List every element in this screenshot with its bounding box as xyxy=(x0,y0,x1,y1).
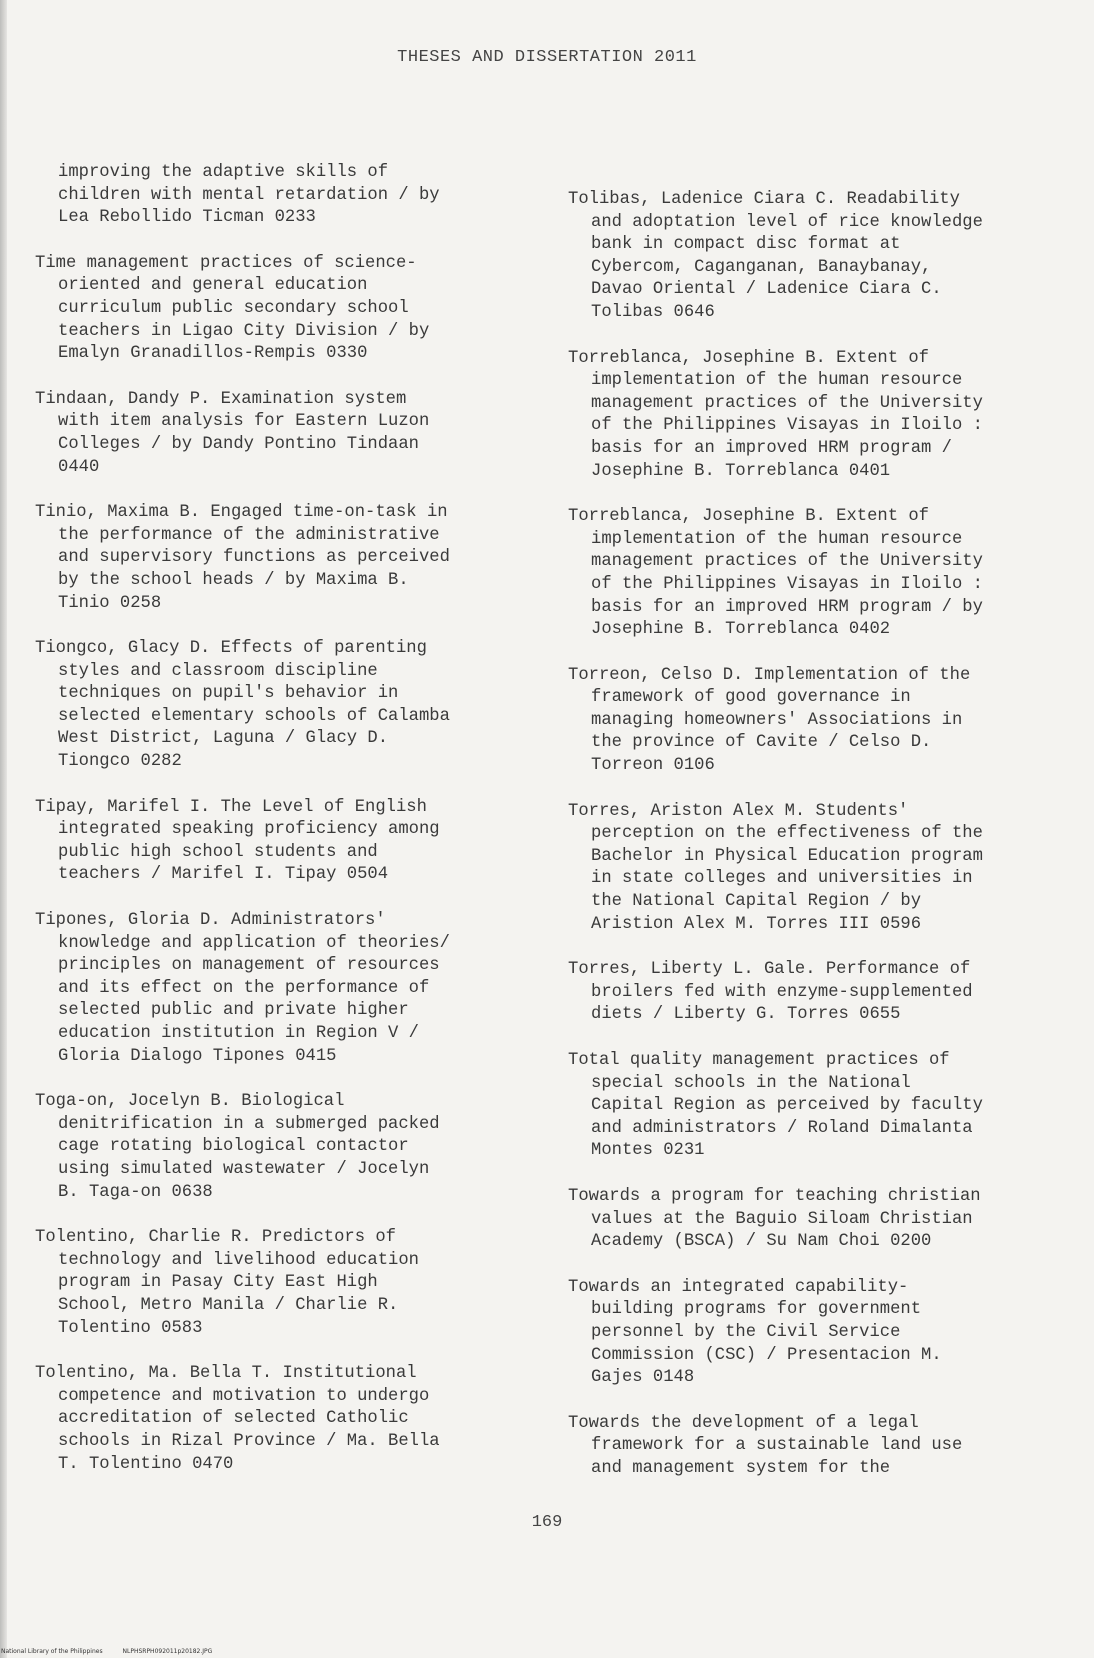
page-number: 169 xyxy=(531,1513,563,1532)
bibliography-entry: Torreon, Celso D. Implementation of the framework of good governance in managing homeowners' Associations in the province of Cavite / Celso D. Torreon 0106 xyxy=(568,665,971,776)
footer-library: National Library of the Philippines xyxy=(1,1648,103,1655)
bibliography-entry: Torres, Liberty L. Gale. Performance of broilers fed with enzyme-supplemented diets / Liberty G. Torres 0655 xyxy=(568,960,973,1025)
bibliography-entry: Tinio, Maxima B. Engaged time-on-task in the performance of the administrative and supervisory functions as perceived by the school heads / by Maxima B. Tinio 0258 xyxy=(35,503,450,613)
bibliography-entry: Towards an integrated capability- building programs for government personnel by the Civil Service Commission (CSC) / Presentacion M. Gajes 0148 xyxy=(568,1277,942,1388)
page-header: THESES AND DISSERTATION 2011 xyxy=(397,48,697,67)
bibliography-entry: Torreblanca, Josephine B. Extent of implementation of the human resource management practices of the University of the Philippines Visayas in Iloilo : basis for an improved HRM program / Josephine B. Torreblanca 0401 xyxy=(568,348,983,481)
bibliography-entry: Tolentino, Charlie R. Predictors of technology and livelihood education program in Pasay City East High School, Metro Manila / Charlie R. Tolentino 0583 xyxy=(35,1228,419,1338)
bibliography-entry: Towards a program for teaching christian values at the Baguio Siloam Christian Academy (BSCA) / Su Nam Choi 0200 xyxy=(568,1186,981,1252)
bibliography-entry: Tindaan, Dandy P. Examination system with item analysis for Eastern Luzon Colleges / by Dandy Pontino Tindaan 0440 xyxy=(35,389,430,477)
right-column xyxy=(568,189,1088,1504)
bibliography-entry: Torres, Ariston Alex M. Students' perception on the effectiveness of the Bachelor in Physical Education program in state colleges and universities in the National Capital Region / by Aristion Alex M. Torres III 0596 xyxy=(568,801,983,934)
bibliography-entry: Time management practices of science- oriented and general education curriculum public secondary school teachers in Ligao City Division / by Emalyn Granadillos-Rempis 0330 xyxy=(35,253,430,364)
page-spine-shadow xyxy=(0,0,7,1658)
scan-footer xyxy=(1,1648,230,1655)
bibliography-entry: improving the adaptive skills of children with mental retardation / by Lea Rebollido Ticman 0233 xyxy=(58,163,440,228)
bibliography-entry: Tolentino, Ma. Bella T. Institutional competence and motivation to undergo accreditation of selected Catholic schools in Rizal Province / Ma. Bella T. Tolentino 0470 xyxy=(35,1364,440,1474)
bibliography-entry: Tolibas, Ladenice Ciara C. Readability and adoptation level of rice knowledge bank in compact disc format at Cybercom, Caganganan, Banaybanay, Davao Oriental / Ladenice Ciara C. Tolibas 0646 xyxy=(568,190,983,322)
bibliography-entry: Torreblanca, Josephine B. Extent of implementation of the human resource management practices of the University of the Philippines Visayas in Iloilo : basis for an improved HRM program / by Josephine B. Torreblanca 0402 xyxy=(568,507,983,640)
bibliography-entry: Tiongco, Glacy D. Effects of parenting styles and classroom discipline techniques on pupil's behavior in selected elementary schools of Calamba West District, Laguna / Glacy D. Tiongco 0282 xyxy=(35,639,450,772)
bibliography-entry: Towards the development of a legal framework for a sustainable land use and management system for the xyxy=(568,1413,963,1478)
bibliography-entry: Toga-on, Jocelyn B. Biological denitrification in a submerged packed cage rotating biological contactor using simulated wastewater / Jocelyn B. Taga-on 0638 xyxy=(35,1092,440,1202)
bibliography-entry: Tipay, Marifel I. The Level of English integrated speaking proficiency among public high school students and teachers / Marifel I. Tipay 0504 xyxy=(35,797,440,885)
bibliography-entry: Tipones, Gloria D. Administrators' knowledge and application of theories/ principles on management of resources and its effect on the performance of selected public and private higher education institution in Region V / Gloria Dialogo Tipones 0415 xyxy=(35,911,450,1066)
footer-filename: NLPHSRPH092011p20182.JPG xyxy=(122,1648,213,1655)
bibliography-entry: Total quality management practices of special schools in the National Capital Region as perceived by faculty and administrators / Roland Dimalanta Montes 0231 xyxy=(568,1051,983,1161)
left-column xyxy=(35,162,535,1499)
